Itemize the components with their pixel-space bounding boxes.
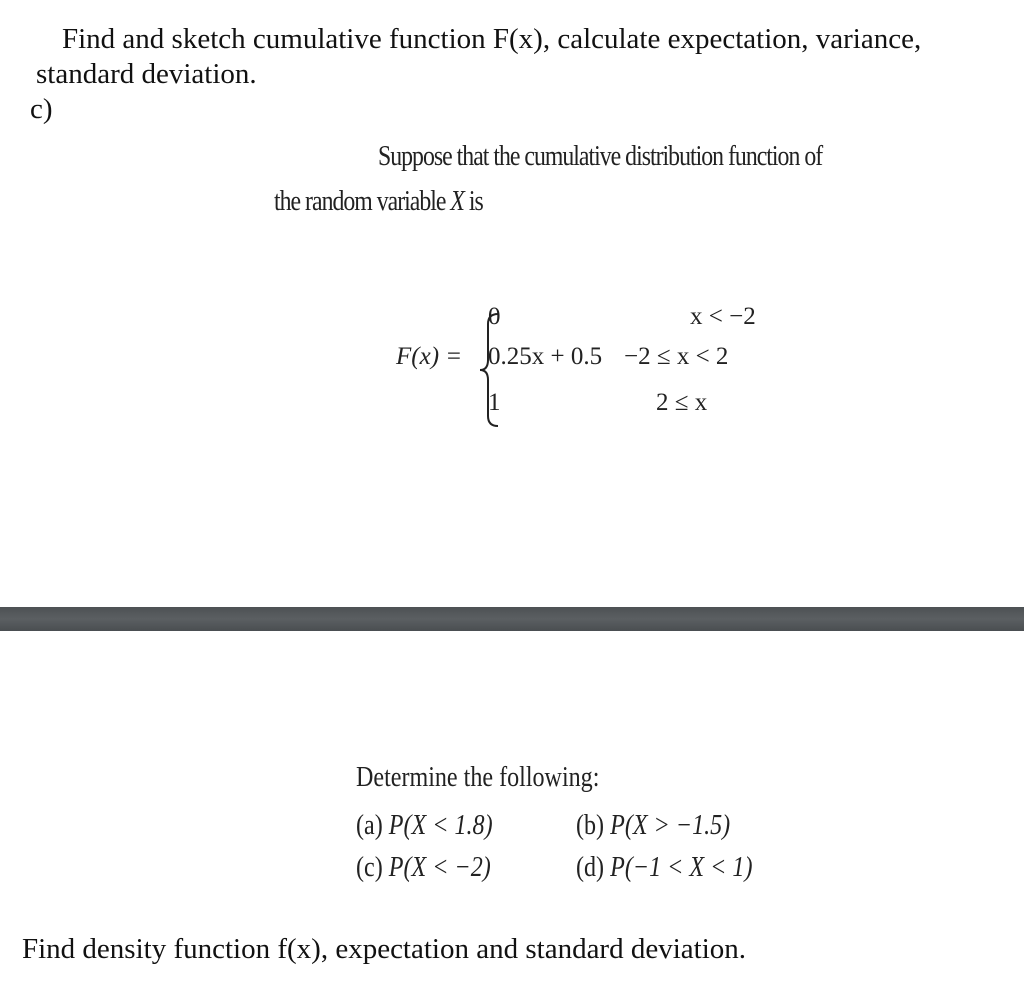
part-label: c) <box>30 93 53 125</box>
question-d-expr: P(−1 < X < 1) <box>610 852 753 883</box>
intro-end: is <box>463 185 483 217</box>
case-2-value: 0.25x + 0.5 <box>488 343 603 370</box>
question-b-label: (b) <box>576 810 605 841</box>
case-1-condition: x < −2 <box>690 303 756 330</box>
instruction-line-1: Find and sketch cumulative function F(x), calculate expectation, variance, <box>62 23 922 55</box>
question-b-expr: P(X > −1.5) <box>610 810 731 841</box>
intro-variable: X <box>450 185 464 217</box>
case-2-condition: −2 ≤ x < 2 <box>624 343 729 370</box>
case-3-condition: 2 ≤ x <box>656 389 708 416</box>
determine-heading: Determine the following: <box>356 762 600 793</box>
intro-text: the random variable <box>274 185 451 217</box>
question-d <box>576 852 752 884</box>
final-instruction: Find density function f(x), expectation and standard deviation. <box>22 933 747 965</box>
question-a <box>356 810 493 842</box>
question-a-expr: P(X < 1.8) <box>388 810 493 841</box>
case-3-value: 1 <box>488 389 501 416</box>
question-b <box>576 810 730 842</box>
instruction-line-2: standard deviation. <box>36 58 257 90</box>
question-c <box>356 852 491 884</box>
question-c-expr: P(X < −2) <box>388 852 491 883</box>
function-lhs: F(x) = <box>396 343 463 370</box>
separator-band <box>0 607 1024 631</box>
question-c-label: (c) <box>356 852 383 883</box>
question-a-label: (a) <box>356 810 383 841</box>
problem-intro-line-1: Suppose that the cumulative distribution function of <box>378 140 823 172</box>
question-d-label: (d) <box>576 852 605 883</box>
problem-intro-line-2 <box>274 185 483 218</box>
case-1-value: 0 <box>488 303 501 330</box>
